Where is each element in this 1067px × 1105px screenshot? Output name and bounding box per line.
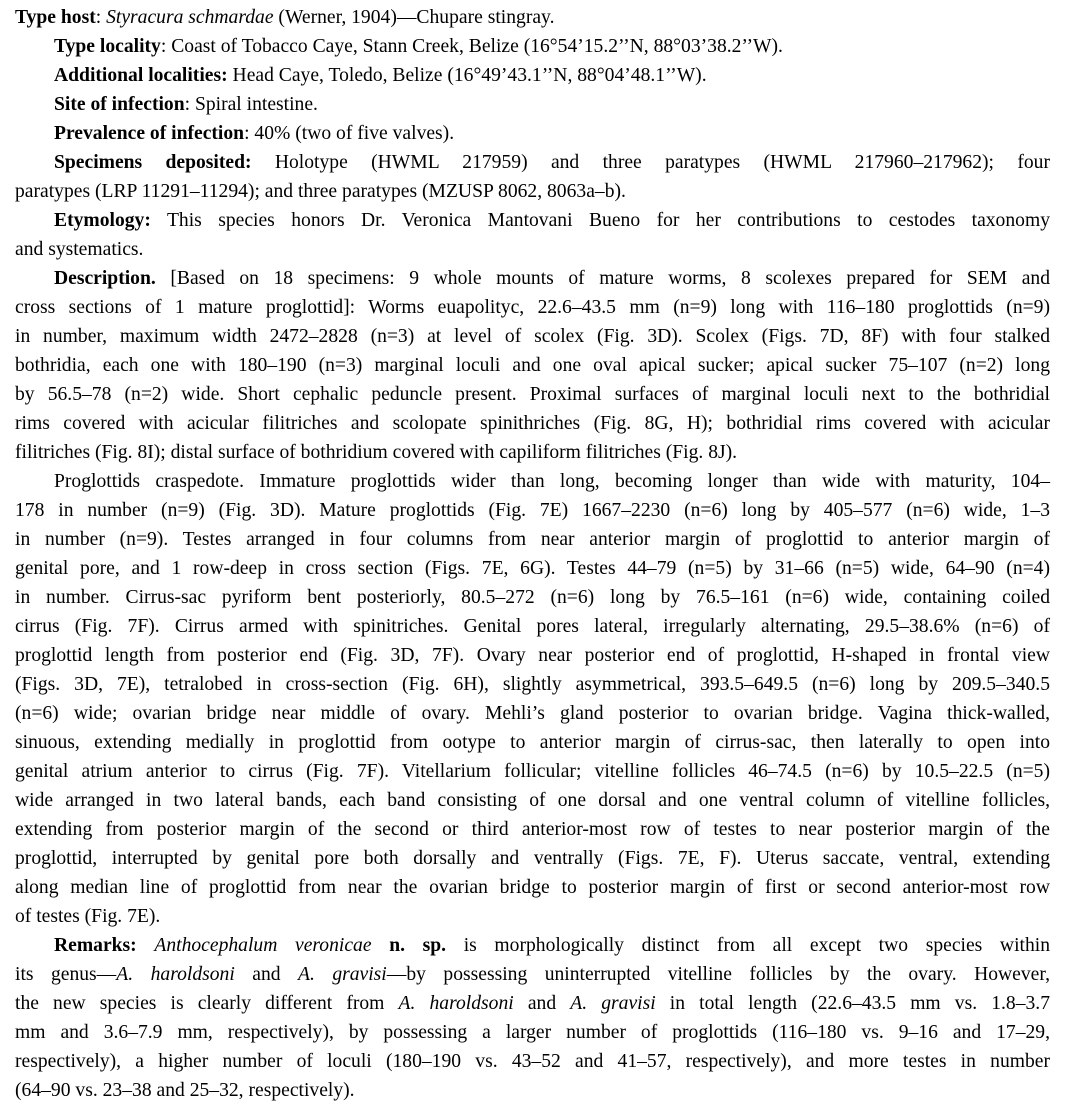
text-line: extending from posterior margin of the second or third anterior-most row of testes to near posterior margin of the: [15, 819, 1050, 840]
text-line: [15, 3, 1050, 32]
type-locality-label: Type locality: [54, 36, 161, 57]
type-host-paragraph: [15, 3, 1050, 32]
text-line: sinuous, extending medially in proglottid from ootype to anterior margin of cirrus-sac, then laterally to open into: [15, 732, 1050, 753]
text-line: in number. Cirrus-sac pyriform bent posteriorly, 80.5–272 (n=6) long by 76.5–161 (n=6) wide, containing coiled: [15, 587, 1050, 608]
additional-localities-text: Head Caye, Toledo, Belize (16°49’43.1’’N, 88°04’48.1’’W).: [227, 65, 707, 86]
prevalence-paragraph: [15, 119, 1050, 148]
text-line: genital atrium anterior to cirrus (Fig. 7F). Vitellarium follicular; vitelline follicles 46–74.5 (n=6) by 10.5–22.5 (n=5): [15, 761, 1050, 782]
text-line: in number, maximum width 2472–2828 (n=3) at level of scolex (Fig. 3D). Scolex (Figs. 7D, 8F) with four stalked: [15, 326, 1050, 347]
remarks-text: is morphologically distinct from all except two species within: [446, 935, 1051, 956]
text-line: [15, 119, 1050, 148]
new-species-marker: n. sp.: [389, 935, 447, 956]
text-line: and systematics.: [15, 239, 144, 260]
text-line: [15, 61, 1050, 90]
host-species-name: Styracura schmardae: [106, 7, 274, 28]
additional-localities-label: Additional localities:: [54, 65, 228, 86]
text-line: by 56.5–78 (n=2) wide. Short cephalic peduncle present. Proximal surfaces of marginal loculi next to the bothridial: [15, 384, 1050, 405]
text-line: [15, 264, 1050, 293]
text-line: 178 in number (n=9) (Fig. 3D). Mature proglottids (Fig. 7E) 1667–2230 (n=6) long by 405–577 (n=6) wide, 1–3: [15, 500, 1050, 521]
remarks-text: in total length (22.6–43.5 mm vs. 1.8–3.7: [655, 993, 1051, 1014]
text-line: [15, 90, 1050, 119]
text-line: Proglottids craspedote. Immature proglottids wider than long, becoming longer than wide with maturity, 104–: [54, 471, 1050, 492]
text-line: rims covered with acicular filitriches and scolopate spinithriches (Fig. 8G, H); bothridial rims covered with acicular: [15, 413, 1050, 434]
species-name: A. gravisi: [298, 964, 387, 985]
type-host-text: (Werner, 1904)—Chupare stingray.: [273, 7, 555, 28]
separator: :: [184, 94, 195, 115]
text-line: cross sections of 1 mature proglottid]: Worms euapolityc, 22.6–43.5 mm (n=9) long with 116–180 proglottids (n=9): [15, 297, 1050, 318]
site-of-infection-label: Site of infection: [54, 94, 185, 115]
proglottids-paragraph: [15, 467, 1050, 931]
remarks-text: and: [234, 964, 298, 985]
text-line: proglottid length from posterior end (Fig. 3D, 7F). Ovary near posterior end of proglottid, H-shaped in frontal view: [15, 645, 1050, 666]
site-of-infection-text: Spiral intestine.: [194, 94, 318, 115]
type-host-label: Type host: [15, 7, 96, 28]
species-name: A. gravisi: [570, 993, 656, 1014]
text-line: mm and 3.6–7.9 mm, respectively), by possessing a larger number of proglottids (116–180 vs. 9–16 and 17–29,: [15, 1022, 1050, 1043]
species-name: Anthocephalum veronicae: [154, 935, 372, 956]
etymology-label: Etymology:: [54, 210, 151, 231]
separator: :: [95, 7, 107, 28]
prevalence-text: 40% (two of five valves).: [254, 123, 455, 144]
text-line: of testes (Fig. 7E).: [15, 906, 161, 927]
text-line: [15, 960, 1050, 989]
text-line: (n=6) wide; ovarian bridge near middle of ovary. Mehli’s gland posterior to ovarian bridge. Vagina thick-walled,: [15, 703, 1050, 724]
description-label: Description.: [54, 268, 156, 289]
text-line: in number (n=9). Testes arranged in four columns from near anterior margin of proglottid to anterior margin of: [15, 529, 1050, 550]
text-line: bothridia, each one with 180–190 (n=3) marginal loculi and one oval apical sucker; apical sucker 75–107 (n=2) long: [15, 355, 1050, 376]
remarks-label: Remarks:: [54, 935, 137, 956]
text-line: [15, 32, 1050, 61]
additional-localities-paragraph: [15, 61, 1050, 90]
text-line: proglottid, interrupted by genital pore both dorsally and ventrally (Figs. 7E, F). Uterus saccate, ventral, extending: [15, 848, 1050, 869]
description-text: [Based on 18 specimens: 9 whole mounts of mature worms, 8 scolexes prepared for SEM and: [155, 268, 1050, 289]
text-line: genital pore, and 1 row-deep in cross section (Figs. 7E, 6G). Testes 44–79 (n=5) by 31–66 (n=5) wide, 64–90 (n=4): [15, 558, 1050, 579]
etymology-text: This species honors Dr. Veronica Mantovani Bueno for her contributions to cestodes taxonomy: [150, 210, 1050, 231]
text-line: [15, 931, 1050, 960]
remarks-text: —by possessing uninterrupted vitelline follicles by the ovary. However,: [386, 964, 1050, 985]
species-name: A. haroldsoni: [398, 993, 514, 1014]
specimens-label: Specimens deposited:: [54, 152, 252, 173]
description-paragraph: [15, 264, 1050, 467]
separator: :: [160, 36, 172, 57]
remarks-text: the new species is clearly different from: [15, 993, 399, 1014]
type-locality-text: Coast of Tobacco Caye, Stann Creek, Belize (16°54’15.2’’N, 88°03’38.2’’W).: [171, 36, 783, 57]
text-line: [15, 206, 1050, 235]
text-line: cirrus (Fig. 7F). Cirrus armed with spinitriches. Genital pores lateral, irregularly alternating, 29.5–38.6% (n=6) of: [15, 616, 1050, 637]
specimens-text: Holotype (HWML 217959) and three paratypes (HWML 217960–217962); four: [251, 152, 1050, 173]
text-line: filitriches (Fig. 8I); distal surface of bothridium covered with capiliform filitriches (Fig. 8J).: [15, 442, 738, 463]
text-line: paratypes (LRP 11291–11294); and three paratypes (MZUSP 8062, 8063a–b).: [15, 181, 626, 202]
specimens-paragraph: [15, 148, 1050, 206]
text-line: (64–90 vs. 23–38 and 25–32, respectively).: [15, 1080, 355, 1101]
text-line: [15, 989, 1050, 1018]
type-locality-paragraph: [15, 32, 1050, 61]
remarks-text: its genus—: [15, 964, 117, 985]
species-name: A. haroldsoni: [116, 964, 235, 985]
prevalence-label: Prevalence of infection: [54, 123, 245, 144]
text-line: wide arranged in two lateral bands, each band consisting of one dorsal and one ventral column of vitelline follicles,: [15, 790, 1050, 811]
remarks-text: and: [513, 993, 571, 1014]
text-line: respectively), a higher number of loculi (180–190 vs. 43–52 and 41–57, respectively), and more testes in number: [15, 1051, 1050, 1072]
site-of-infection-paragraph: [15, 90, 1050, 119]
etymology-paragraph: [15, 206, 1050, 264]
text-line: along median line of proglottid from near the ovarian bridge to posterior margin of first or second anterior-most row: [15, 877, 1050, 898]
text-line: [15, 148, 1050, 177]
separator: :: [244, 123, 255, 144]
text-line: (Figs. 3D, 7E), tetralobed in cross-section (Fig. 6H), slightly asymmetrical, 393.5–649.5 (n=6) long by 209.5–340.5: [15, 674, 1050, 695]
remarks-paragraph: [15, 931, 1050, 1105]
